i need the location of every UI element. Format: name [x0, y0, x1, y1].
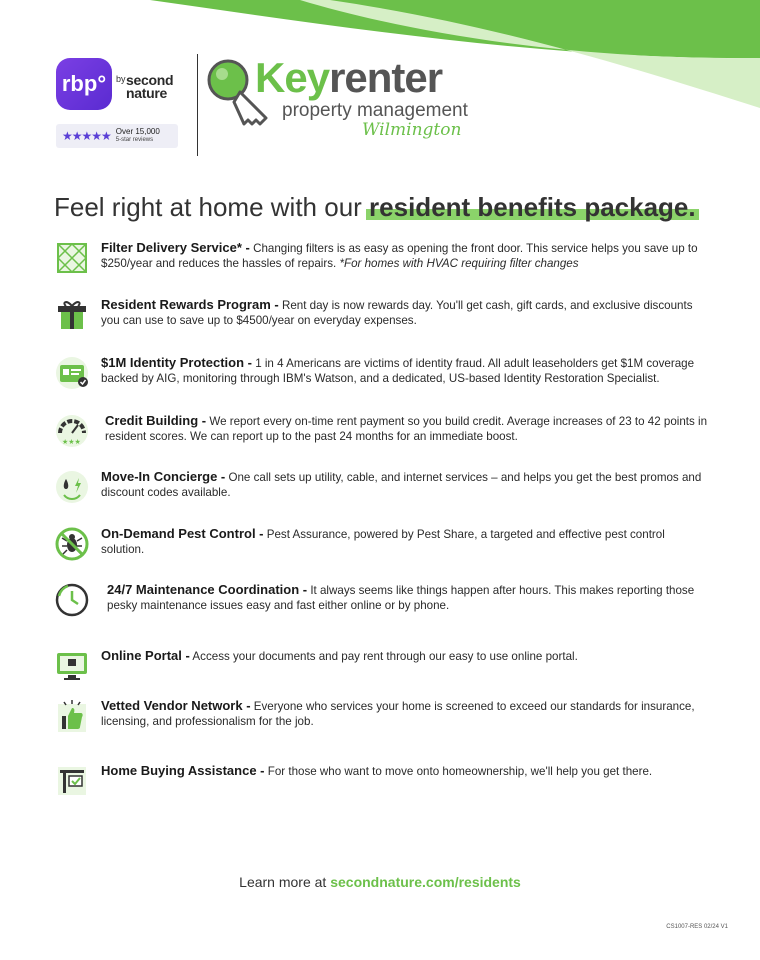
sale-sign-icon	[54, 763, 90, 799]
headline-highlight: resident benefits package.	[369, 192, 696, 222]
monitor-icon	[54, 648, 90, 684]
logo-divider	[197, 54, 198, 156]
document-code: CS1007-RES 02/24 V1	[666, 924, 728, 930]
utilities-icon	[54, 469, 90, 505]
reviews-count: Over 15,000	[115, 127, 160, 136]
second-nature-logo-text: second nature	[126, 72, 174, 101]
svg-text:★★★: ★★★	[62, 438, 81, 446]
reviews-badge	[56, 124, 178, 148]
thumbs-up-icon	[54, 698, 90, 734]
clock-icon	[54, 582, 90, 618]
no-pest-icon	[54, 526, 90, 562]
credit-gauge-icon	[54, 413, 90, 449]
residents-link[interactable]: secondnature.com/residents	[330, 874, 521, 890]
keyrenter-wordmark: Keyrenter	[255, 54, 443, 101]
id-card-icon	[54, 355, 90, 391]
five-stars-icon: ★★★★★	[62, 129, 111, 143]
keyrenter-city: Wilmington	[362, 120, 462, 140]
gift-icon	[54, 297, 90, 333]
rbp-logo: rbp°	[56, 58, 112, 110]
filter-icon	[54, 240, 90, 276]
rbp-by-text: by	[116, 74, 126, 84]
reviews-label: 5-star reviews	[115, 137, 154, 143]
keyrenter-tagline: property management	[282, 100, 468, 121]
page-headline: Feel right at home with our resident benefits package.	[54, 192, 696, 222]
learn-more-line: Learn more at secondnature.com/residents	[239, 874, 521, 890]
